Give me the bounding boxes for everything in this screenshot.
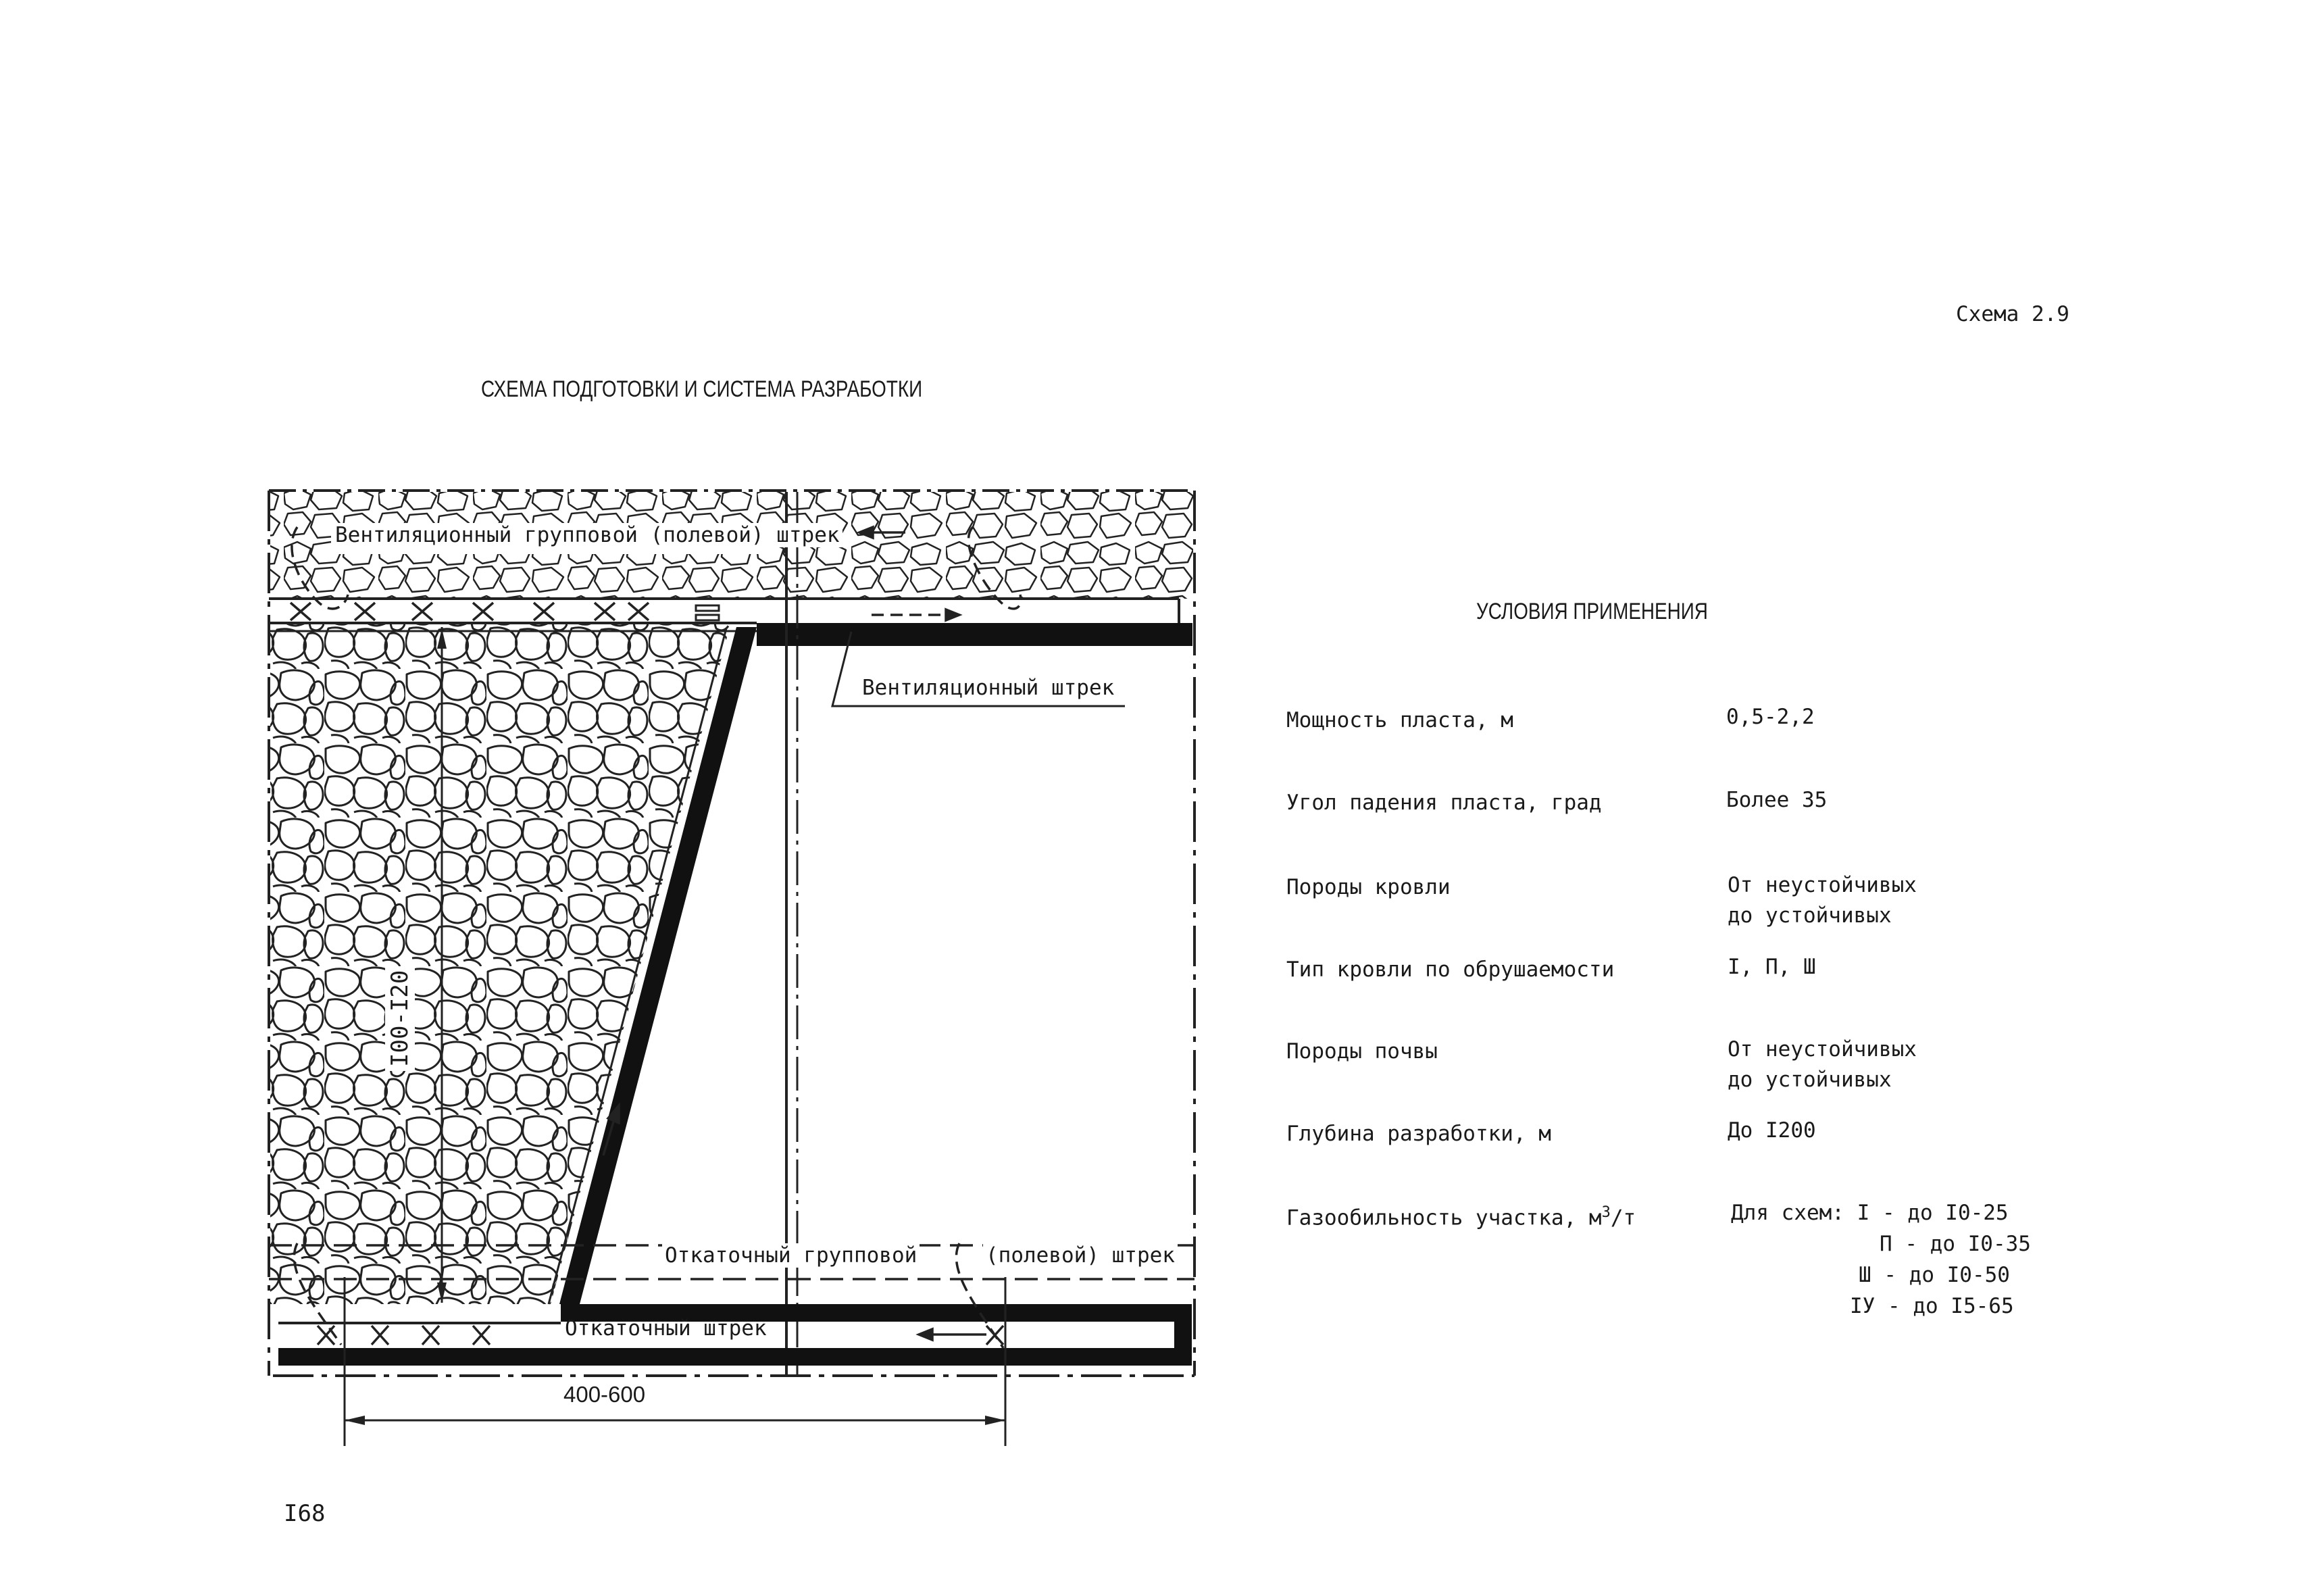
param-gas-content-text: Газообильность участка, м	[1286, 1205, 1602, 1230]
value-depth: До I200	[1728, 1118, 1816, 1143]
value-dip-angle: Более 35	[1726, 788, 1828, 812]
haul-drift-label: Откаточный штрек	[565, 1316, 767, 1341]
height-dimension-label: I00-I20	[385, 966, 415, 1071]
value-roof-rocks-1: От неустойчивых	[1728, 873, 1917, 897]
page-title: СХЕМА ПОДГОТОВКИ И СИСТЕМА РАЗРАБОТКИ	[481, 376, 923, 402]
haul-group-drift-label-a: Откаточный групповой	[662, 1243, 920, 1268]
page-number: I68	[284, 1500, 326, 1527]
value-roof-type: I, П, Ш	[1728, 955, 1816, 979]
param-roof-rocks: Породы кровли	[1286, 875, 1451, 899]
vent-group-drift-label: Вентиляционный групповой (полевой) штрек	[332, 523, 842, 547]
param-floor-rocks: Породы почвы	[1286, 1039, 1438, 1064]
value-floor-rocks-1: От неустойчивых	[1728, 1037, 1917, 1062]
value-thickness: 0,5-2,2	[1726, 705, 1815, 729]
value-gas-2: П - до I0-35	[1880, 1232, 2031, 1256]
length-dimension-label: 400-600	[563, 1382, 646, 1407]
conditions-heading: УСЛОВИЯ ПРИМЕНЕНИЯ	[1476, 599, 1708, 624]
param-gas-content	[1286, 1204, 1636, 1230]
param-dip-angle: Угол падения пласта, град	[1286, 791, 1602, 815]
param-roof-type: Тип кровли по обрушаемости	[1286, 957, 1615, 982]
value-roof-rocks-2: до устойчивых	[1728, 903, 1892, 928]
scheme-number: Схема 2.9	[1956, 302, 2069, 326]
param-gas-content-tail: /т	[1610, 1205, 1636, 1230]
param-thickness: Мощность пласта, м	[1286, 708, 1513, 732]
value-floor-rocks-2: до устойчивых	[1728, 1068, 1892, 1092]
value-gas-1: Для схем: I - до I0-25	[1731, 1201, 2009, 1225]
param-gas-content-sup: 3	[1601, 1204, 1611, 1221]
haul-group-drift-label-b: (полевой) штрек	[983, 1243, 1178, 1268]
value-gas-4: IУ - до I5-65	[1850, 1294, 2014, 1318]
vent-drift-label: Вентиляционный штрек	[859, 676, 1117, 700]
value-gas-3: Ш - до I0-50	[1859, 1263, 2010, 1287]
param-depth: Глубина разработки, м	[1286, 1122, 1551, 1146]
